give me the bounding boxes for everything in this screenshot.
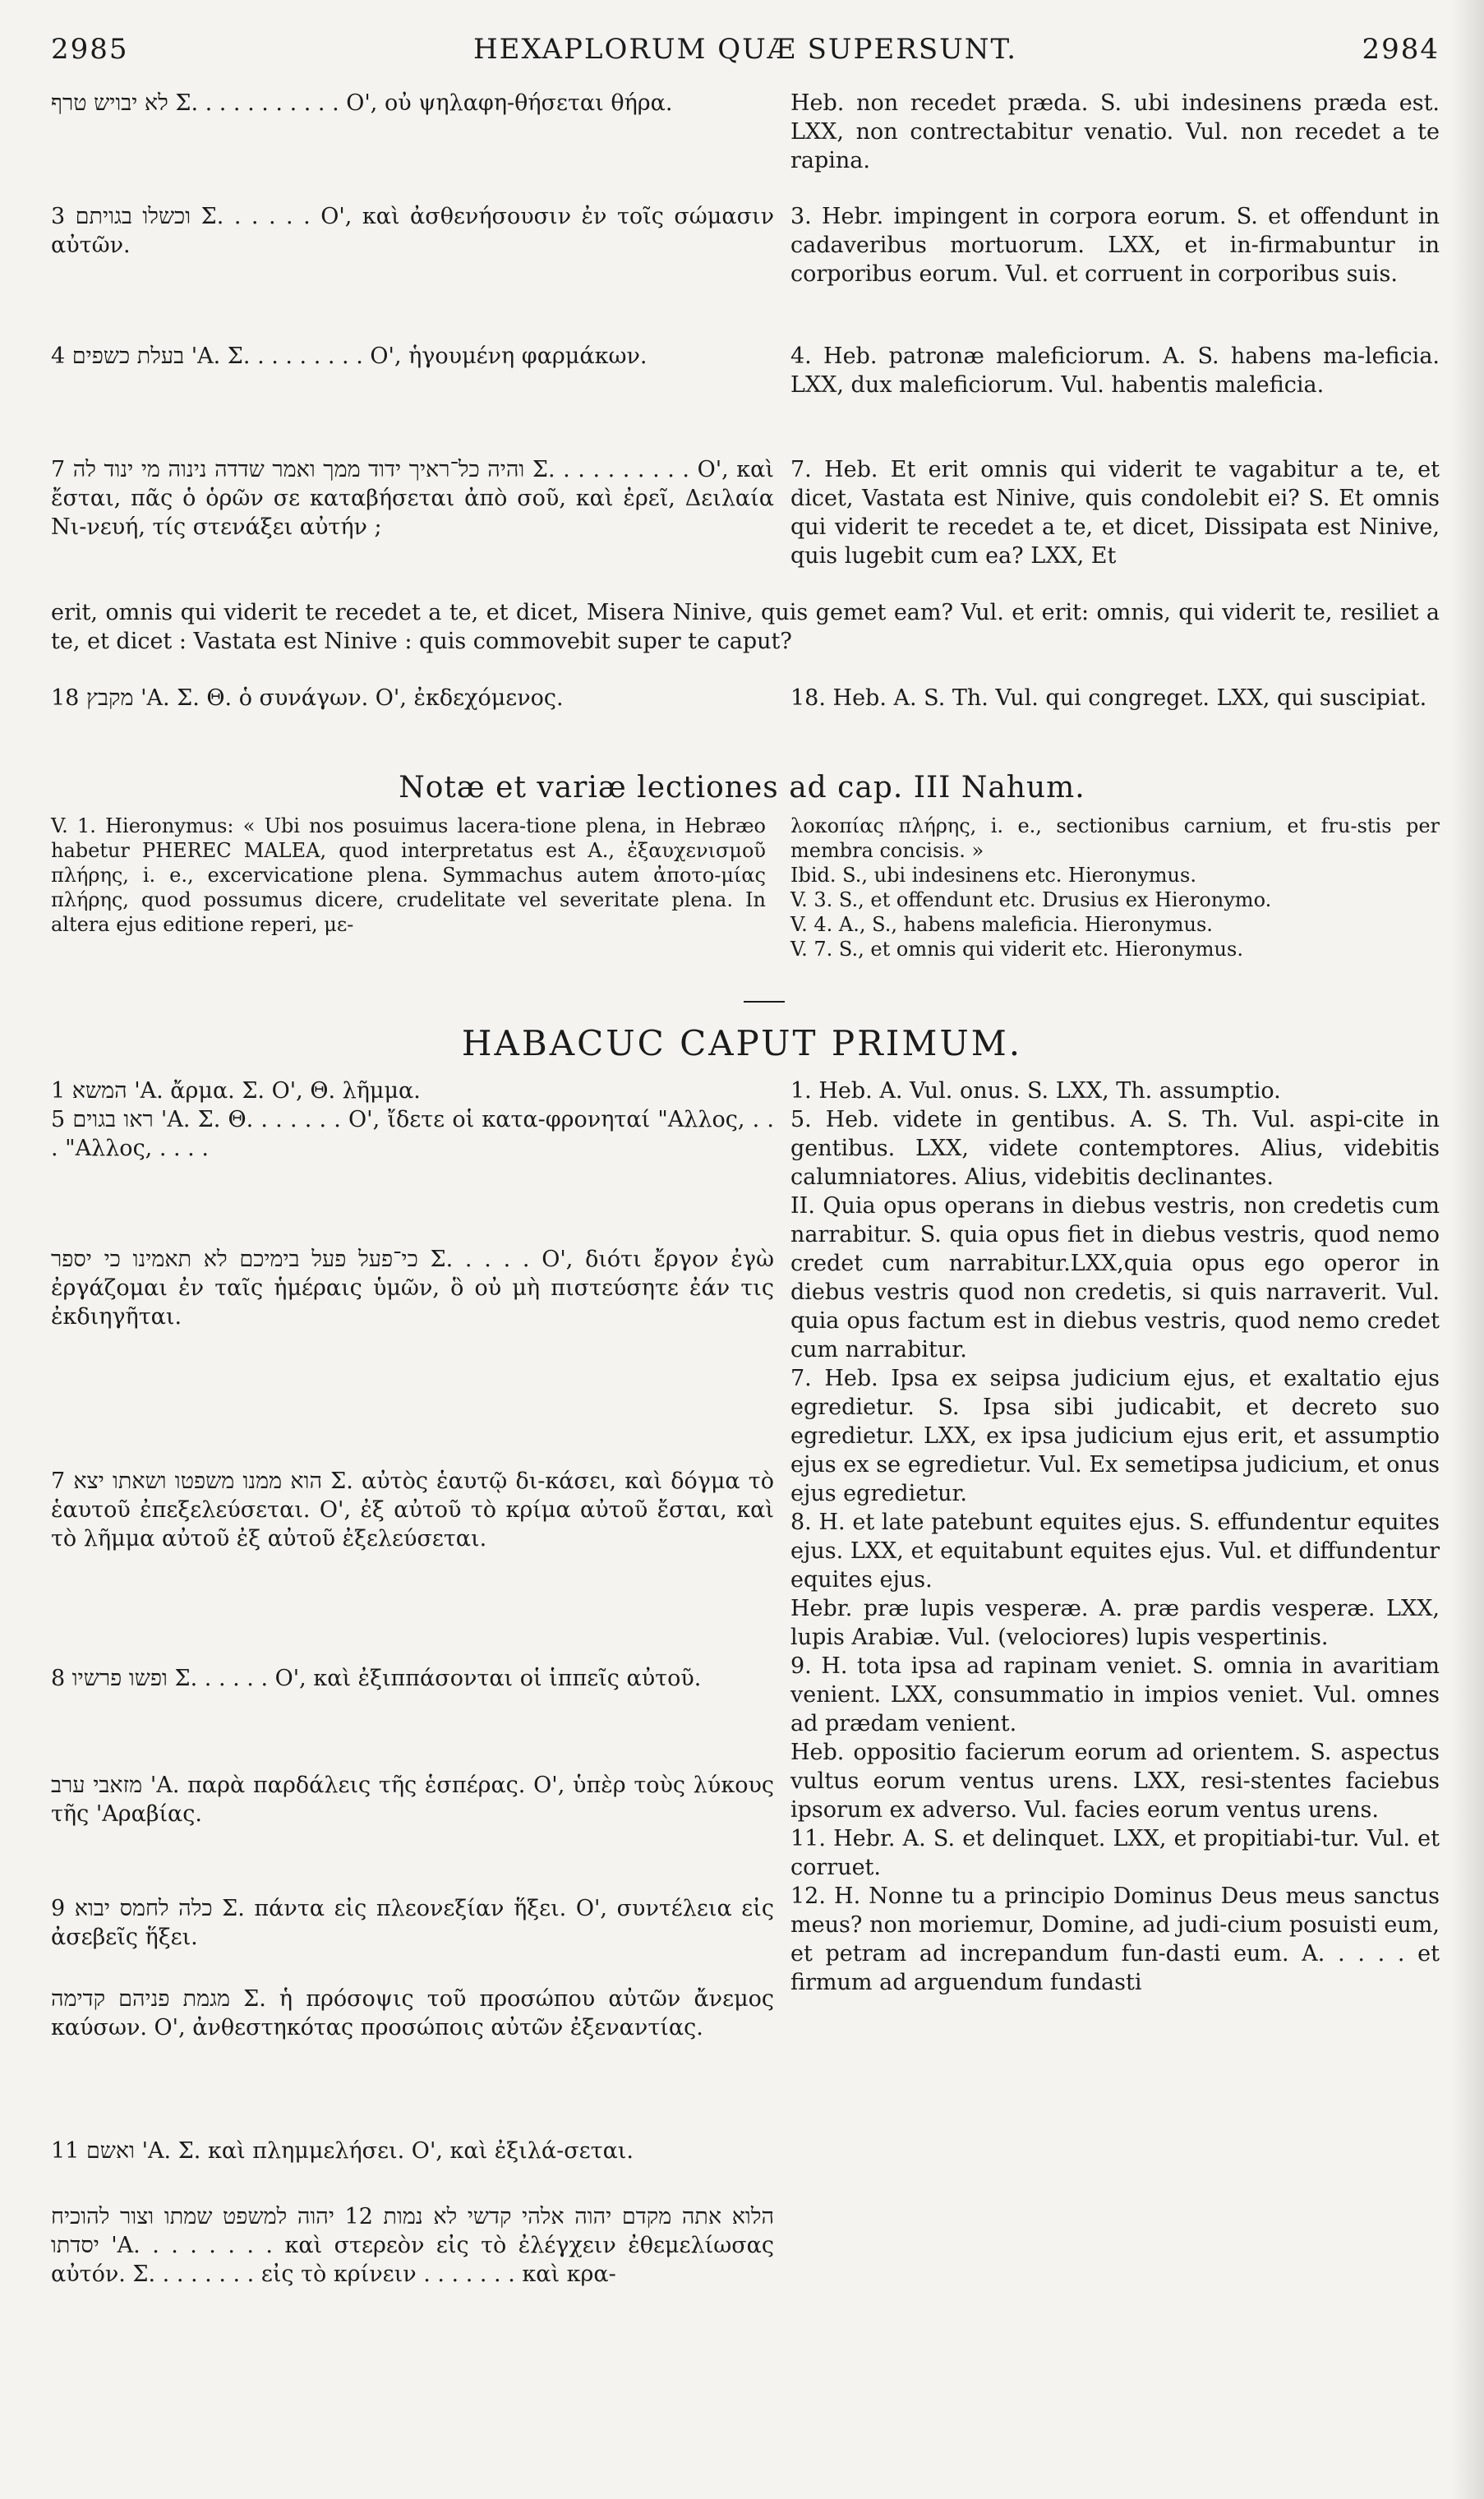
habacuc-greek-column xyxy=(51,1077,774,2289)
page-edge-shadow xyxy=(1451,0,1484,2499)
running-title: HEXAPLORUM QUÆ SUPERSUNT. xyxy=(472,33,1018,66)
latin-entry-v18-block xyxy=(790,684,1440,712)
greek-entry-v18: מקבץ 18 'Α. Σ. Θ. ὁ συνάγων. Ο', ἐκδεχόμενος. xyxy=(51,685,564,711)
page-number-left: 2985 xyxy=(51,33,129,66)
hab-greek-v9: כלה לחמס יבוא 9 Σ. πάντα εἰς πλεονεξίαν ἥξει. Ο', συντέλεια εἰς ἀσεβεῖς ἥξει. xyxy=(51,1896,775,1950)
latin-entry-v1: Heb. non recedet præda. S. ubi indesinens præda est. LXX, non contrectabitur venatio. Vul. non recedet a te rapina. xyxy=(790,90,1440,173)
section-divider xyxy=(744,1001,785,1003)
hab-latin-v5: 5. Heb. videte in gentibus. A. S. Th. Vul. aspi-cite in gentibus. LXX, videte contemptores. Alius, videbitis calumniatores. Alius, videbitis declinantes. xyxy=(790,1107,1440,1190)
hab-latin-v8b: Hebr. præ lupis vesperæ. A. præ pardis vesperæ. LXX, lupis Arabiæ. Vul. (velociores) lupis vespertinis. xyxy=(790,1596,1440,1650)
note-v7: V. 7. S., et omnis qui viderit etc. Hieronymus. xyxy=(790,938,1243,961)
note-v1: V. 1. Hieronymus: « Ubi nos posuimus lacera-tione plena, in Hebræo habetur PHEREC MALEA, quod interpretatus est A., ἐξαυχενισμοῦ πλήρης, i. e., excervicatione plena. Symmachus autem ἀποτο-μίας πλήρης, quod possumus dicere, crudelitate vel severitate plena. In altera ejus editione reperi, με- xyxy=(51,814,766,936)
greek-entry-v4: בעלת כשפים 4 'Α. Σ. . . . . . . . . Ο', ἡγουμένη φαρμάκων. xyxy=(51,343,648,369)
page-number-right: 2984 xyxy=(1362,33,1440,66)
hab-latin-v1: 1. Heb. A. Vul. onus. S. LXX, Th. assumptio. xyxy=(790,1078,1281,1104)
habacuc-latin-column xyxy=(790,1077,1440,1997)
hab-latin-v9b: Heb. oppositio facierum eorum ad orientem. S. aspectus vultus eorum ventus urens. LXX, resi-stentes faciebus ipsorum ex adverso. Vul. facies eorum ventus urens. xyxy=(790,1740,1440,1823)
greek-entry-v3: וכשלו בגויתם 3 Σ. . . . . . Ο', καὶ ἀσθενήσουσιν ἐν τοῖς σώμασιν αὐτῶν. xyxy=(51,204,774,258)
notes-right-column xyxy=(790,814,1440,961)
hab-greek-v8: ופשו פרשיו 8 Σ. . . . . . Ο', καὶ ἐξιππάσονται οἱ ἱππεῖς αὐτοῦ. xyxy=(51,1666,702,1691)
hab-greek-v5: ראו בגוים 5 'Α. Σ. Θ. . . . . . . Ο', ἴδετε οἱ κατα-φρονηταί "Αλλος, . . . "Αλλος, . . . . xyxy=(51,1107,774,1161)
hab-greek-v9b: מגמת פניהם קדימה Σ. ἡ πρόσοψις τοῦ προσώπου αὐτῶν ἄνεμος καύσων. Ο', ἀνθεστηκότας προσώποις αὐτῶν ἐξεναντίας. xyxy=(51,1986,774,2040)
full-width-continuation xyxy=(51,598,1440,656)
note-v4: V. 4. A., S., habens maleficia. Hieronymus. xyxy=(790,913,1213,936)
latin-column-top xyxy=(790,89,1440,570)
hab-latin-v11: 11. Hebr. A. S. et delinquet. LXX, et propitiabi-tur. Vul. et corruet. xyxy=(790,1826,1440,1880)
hab-greek-v5b: כי־פעל פעל בימיכם לא תאמינו כי יספר Σ. . . . . Ο', διότι ἔργον ἐγὼ ἐργάζομαι ἐν ταῖς ἡμέραις ὑμῶν, ὃ οὐ μὴ πιστεύσητε ἐάν τις ἐκδιηγῆται. xyxy=(51,1247,774,1330)
notes-heading: Notæ et variæ lectiones ad cap. III Nahum. xyxy=(399,771,1085,805)
greek-column-top xyxy=(51,89,774,542)
hab-greek-v1: המשא 1 'Α. ἄρμα. Σ. Ο', Θ. λῆμμα. xyxy=(51,1078,421,1104)
hab-greek-v7: הוא ממנו משפטו ושאתו יצא 7 Σ. αὐτὸς ἑαυτῷ δι-κάσει, καὶ δόγμα τὸ ἑαυτοῦ ἐπεξελεύσεται. Ο', ἐξ αὐτοῦ τὸ κρίμα αὐτοῦ ἔσται, καὶ τὸ λῆμμα αὐτοῦ ἐξ αὐτοῦ ἐξελεύσεται. xyxy=(51,1469,774,1552)
greek-entry-v18-block xyxy=(51,684,774,712)
latin-entry-v7: 7. Heb. Et erit omnis qui viderit te vagabitur a te, et dicet, Vastata est Ninive, quis condolebit ei? S. Et omnis qui viderit te recedet a te, et dicet, Dissipata est Ninive, quis lugebit cum ea? LXX, Et xyxy=(790,457,1440,569)
note-v3: V. 3. S., et offendunt etc. Drusius ex Hieronymo. xyxy=(790,888,1272,911)
latin-continuation-v7: erit, omnis qui viderit te recedet a te, et dicet, Misera Ninive, quis gemet eam? Vul. et erit: omnis, qui viderit te, resiliet a te, et dicet : Vastata est Ninive : quis commovebit super te caput? xyxy=(51,600,1440,654)
greek-entry-v7: והיה כל־ראיך ידוד ממך ואמר שדדה נינוה מי ינוד לה 7 Σ. . . . . . . . . . Ο', καὶ ἔσται, πᾶς ὁ ὁρῶν σε καταβήσεται ἀπὸ σοῦ, καὶ ἐρεῖ, Δειλαία Νι-νευή, τίς στενάξει αὐτήν ; xyxy=(51,457,774,540)
notes-left-column xyxy=(51,814,766,937)
hab-latin-v12: 12. H. Nonne tu a principio Dominus Deus meus sanctus meus? non moriemur, Domine, ad judi-cium posuisti eum, et petram ad increpandum fun-dasti eum. A. . . . . et firmum ad arguendum fundasti xyxy=(790,1883,1440,1995)
note-v1-cont: λοκοπίας πλήρης, i. e., sectionibus carnium, et fru-stis per membra concisis. » xyxy=(790,814,1440,862)
hab-greek-v12: הלוא אתה מקדם יהוה אלהי קדשי לא נמות 12 יהוה למשפט שמתו וצור להוכיח יסדתו 'Α. . . . . . . . καὶ στερεὸν εἰς τὸ ἐλέγχειν ἐθεμελίωσας αὐτόν. Σ. . . . . . . . εἰς τὸ κρίνειν . . . . . . . καὶ κρα- xyxy=(51,2204,774,2287)
hab-latin-v8: 8. H. et late patebunt equites ejus. S. effundentur equites ejus. LXX, et equitabunt equites ejus. Vul. et diffundentur equites ejus. xyxy=(790,1510,1440,1593)
chapter-heading: HABACUC CAPUT PRIMUM. xyxy=(461,1023,1023,1063)
hab-latin-v5b: II. Quia opus operans in diebus vestris, non credetis cum narrabitur. S. quia opus fiet in diebus vestris, quod nemo credet cum narrabitur.LXX,quia opus ego operor in diebus vestris quod non credetis, si quis narraverit. Vul. quia opus factum est in diebus vestris, quod nemo credet cum narrabitur. xyxy=(790,1193,1440,1362)
note-ibid: Ibid. S., ubi indesinens etc. Hieronymus. xyxy=(790,864,1196,887)
hab-greek-v8b: מזאבי ערב 'Α. παρὰ παρδάλεις τῆς ἑσπέρας. Ο', ὑπὲρ τοὺς λύκους τῆς 'Αραβίας. xyxy=(51,1773,774,1827)
hab-latin-v7: 7. Heb. Ipsa ex seipsa judicium ejus, et exaltatio ejus egredietur. S. Ipsa sibi judicabit, et decreto suo egredietur. LXX, ex ipsa judicium ejus erit, et assumptio ejus ex se egredietur. Vul. Ex semetipsa judicium, et onus ejus egredietur. xyxy=(790,1366,1440,1506)
hab-latin-v9: 9. H. tota ipsa ad rapinam veniet. S. omnia in avaritiam venient. LXX, consummatio in impios veniet. Vul. omnes ad prædam venient. xyxy=(790,1653,1440,1736)
hab-greek-v11: ואשם 11 'Α. Σ. καὶ πλημμελήσει. Ο', καὶ ἐξιλά-σεται. xyxy=(51,2138,634,2164)
running-header xyxy=(51,33,1440,74)
latin-entry-v3: 3. Hebr. impingent in corpora eorum. S. et offendunt in cadaveribus mortuorum. LXX, et in-firmabuntur in corporibus eorum. Vul. et corruent in corporibus suis. xyxy=(790,204,1440,287)
greek-entry-v1: לא יבויש טרף Σ. . . . . . . . . . . Ο', οὐ ψηλαφη-θήσεται θήρα. xyxy=(51,90,673,116)
latin-entry-v18: 18. Heb. A. S. Th. Vul. qui congreget. LXX, qui suscipiat. xyxy=(790,685,1427,711)
latin-entry-v4: 4. Heb. patronæ maleficiorum. A. S. habens ma-leficia. LXX, dux maleficiorum. Vul. habentis maleficia. xyxy=(790,343,1440,398)
